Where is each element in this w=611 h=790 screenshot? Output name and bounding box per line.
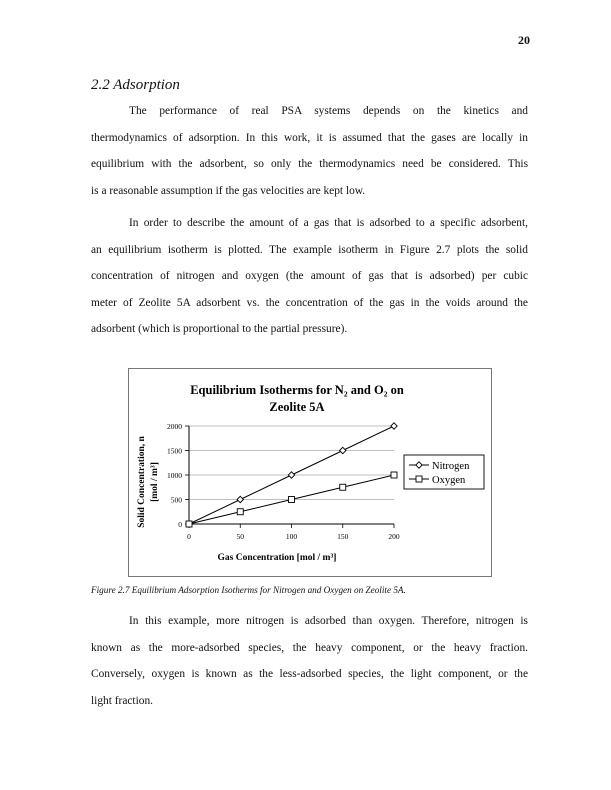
text-line: concentration of nitrogen and oxygen (the amount of gas that is adsorbed) per cubic <box>91 270 528 283</box>
paragraph-nitrogen-oxygen-example <box>91 608 528 714</box>
y-tick-label: 1000 <box>167 471 182 480</box>
text-line: thermodynamics of adsorption. In this work, it is assumed that the gases are locally in <box>91 131 528 144</box>
text-line: known as the more-adsorbed species, the heavy component, or the heavy fraction. <box>91 641 528 654</box>
text-line: In order to describe the amount of a gas that is adsorbed to a specific adsorbent, <box>129 217 528 229</box>
x-tick-label: 100 <box>285 532 298 541</box>
y-tick-label: 500 <box>170 495 182 505</box>
legend-marker-oxygen <box>416 476 422 482</box>
data-point-oxygen <box>391 472 397 478</box>
x-tick-label: 50 <box>236 532 244 541</box>
x-tick-label: 0 <box>187 532 191 541</box>
chart-title-line1: Equilibrium Isotherms for N₂ and O₂ on <box>190 383 404 397</box>
data-point-nitrogen <box>391 423 397 429</box>
isotherm-chart-svg <box>129 369 491 576</box>
section-heading: 2.2 Adsorption <box>91 77 180 93</box>
text-line: an equilibrium isotherm is plotted. The example isotherm in Figure 2.7 plots the solid <box>91 243 528 256</box>
chart-title-line2: Zeolite 5A <box>269 400 325 414</box>
text-line: light fraction. <box>91 694 153 707</box>
chart-legend <box>404 455 484 489</box>
legend-label-nitrogen: Nitrogen <box>432 461 470 472</box>
legend-label-oxygen: Oxygen <box>432 475 466 486</box>
chart-gridlines <box>189 426 394 500</box>
text-line: is a reasonable assumption if the gas velocities are kept low. <box>91 184 366 197</box>
data-point-oxygen <box>340 484 346 490</box>
paragraph-isotherm-description <box>91 210 528 343</box>
data-point-nitrogen <box>288 472 294 478</box>
chart-ylabel-line1: Solid Concentration, n <box>137 436 147 528</box>
data-point-oxygen <box>289 497 295 503</box>
paragraph-psa-kinetics <box>91 98 528 204</box>
x-tick-label: 150 <box>337 532 349 541</box>
y-tick-label: 2000 <box>167 422 182 431</box>
figure-caption: Figure 2.7 Equilibrium Adsorption Isotherms for Nitrogen and Oxygen on Zeolite 5A. <box>91 585 406 595</box>
data-point-oxygen <box>237 509 243 515</box>
text-line: In this example, more nitrogen is adsorbed than oxygen. Therefore, nitrogen is <box>129 615 528 627</box>
chart-ylabel-line2: [mol / m³] <box>150 462 160 502</box>
figure-2-7-chart <box>128 368 492 577</box>
text-line: Conversely, oxygen is known as the less-adsorbed species, the light component, or the <box>91 668 528 681</box>
text-line: The performance of real PSA systems depends on the kinetics and <box>129 105 528 117</box>
chart-xlabel: Gas Concentration [mol / m³] <box>217 553 337 563</box>
text-line: meter of Zeolite 5A adsorbent vs. the concentration of the gas in the voids around the <box>91 296 528 309</box>
data-point-nitrogen <box>237 496 243 502</box>
page-number: 20 <box>518 33 530 47</box>
x-tick-label: 200 <box>388 532 400 541</box>
y-tick-label: 1500 <box>167 446 182 456</box>
data-point-oxygen <box>186 521 192 527</box>
text-line: adsorbent (which is proportional to the partial pressure). <box>91 323 348 336</box>
data-point-nitrogen <box>340 447 346 453</box>
text-line: equilibrium with the adsorbent, so only the thermodynamics need be considered. This <box>91 158 528 171</box>
y-tick-label: 0 <box>178 520 182 529</box>
